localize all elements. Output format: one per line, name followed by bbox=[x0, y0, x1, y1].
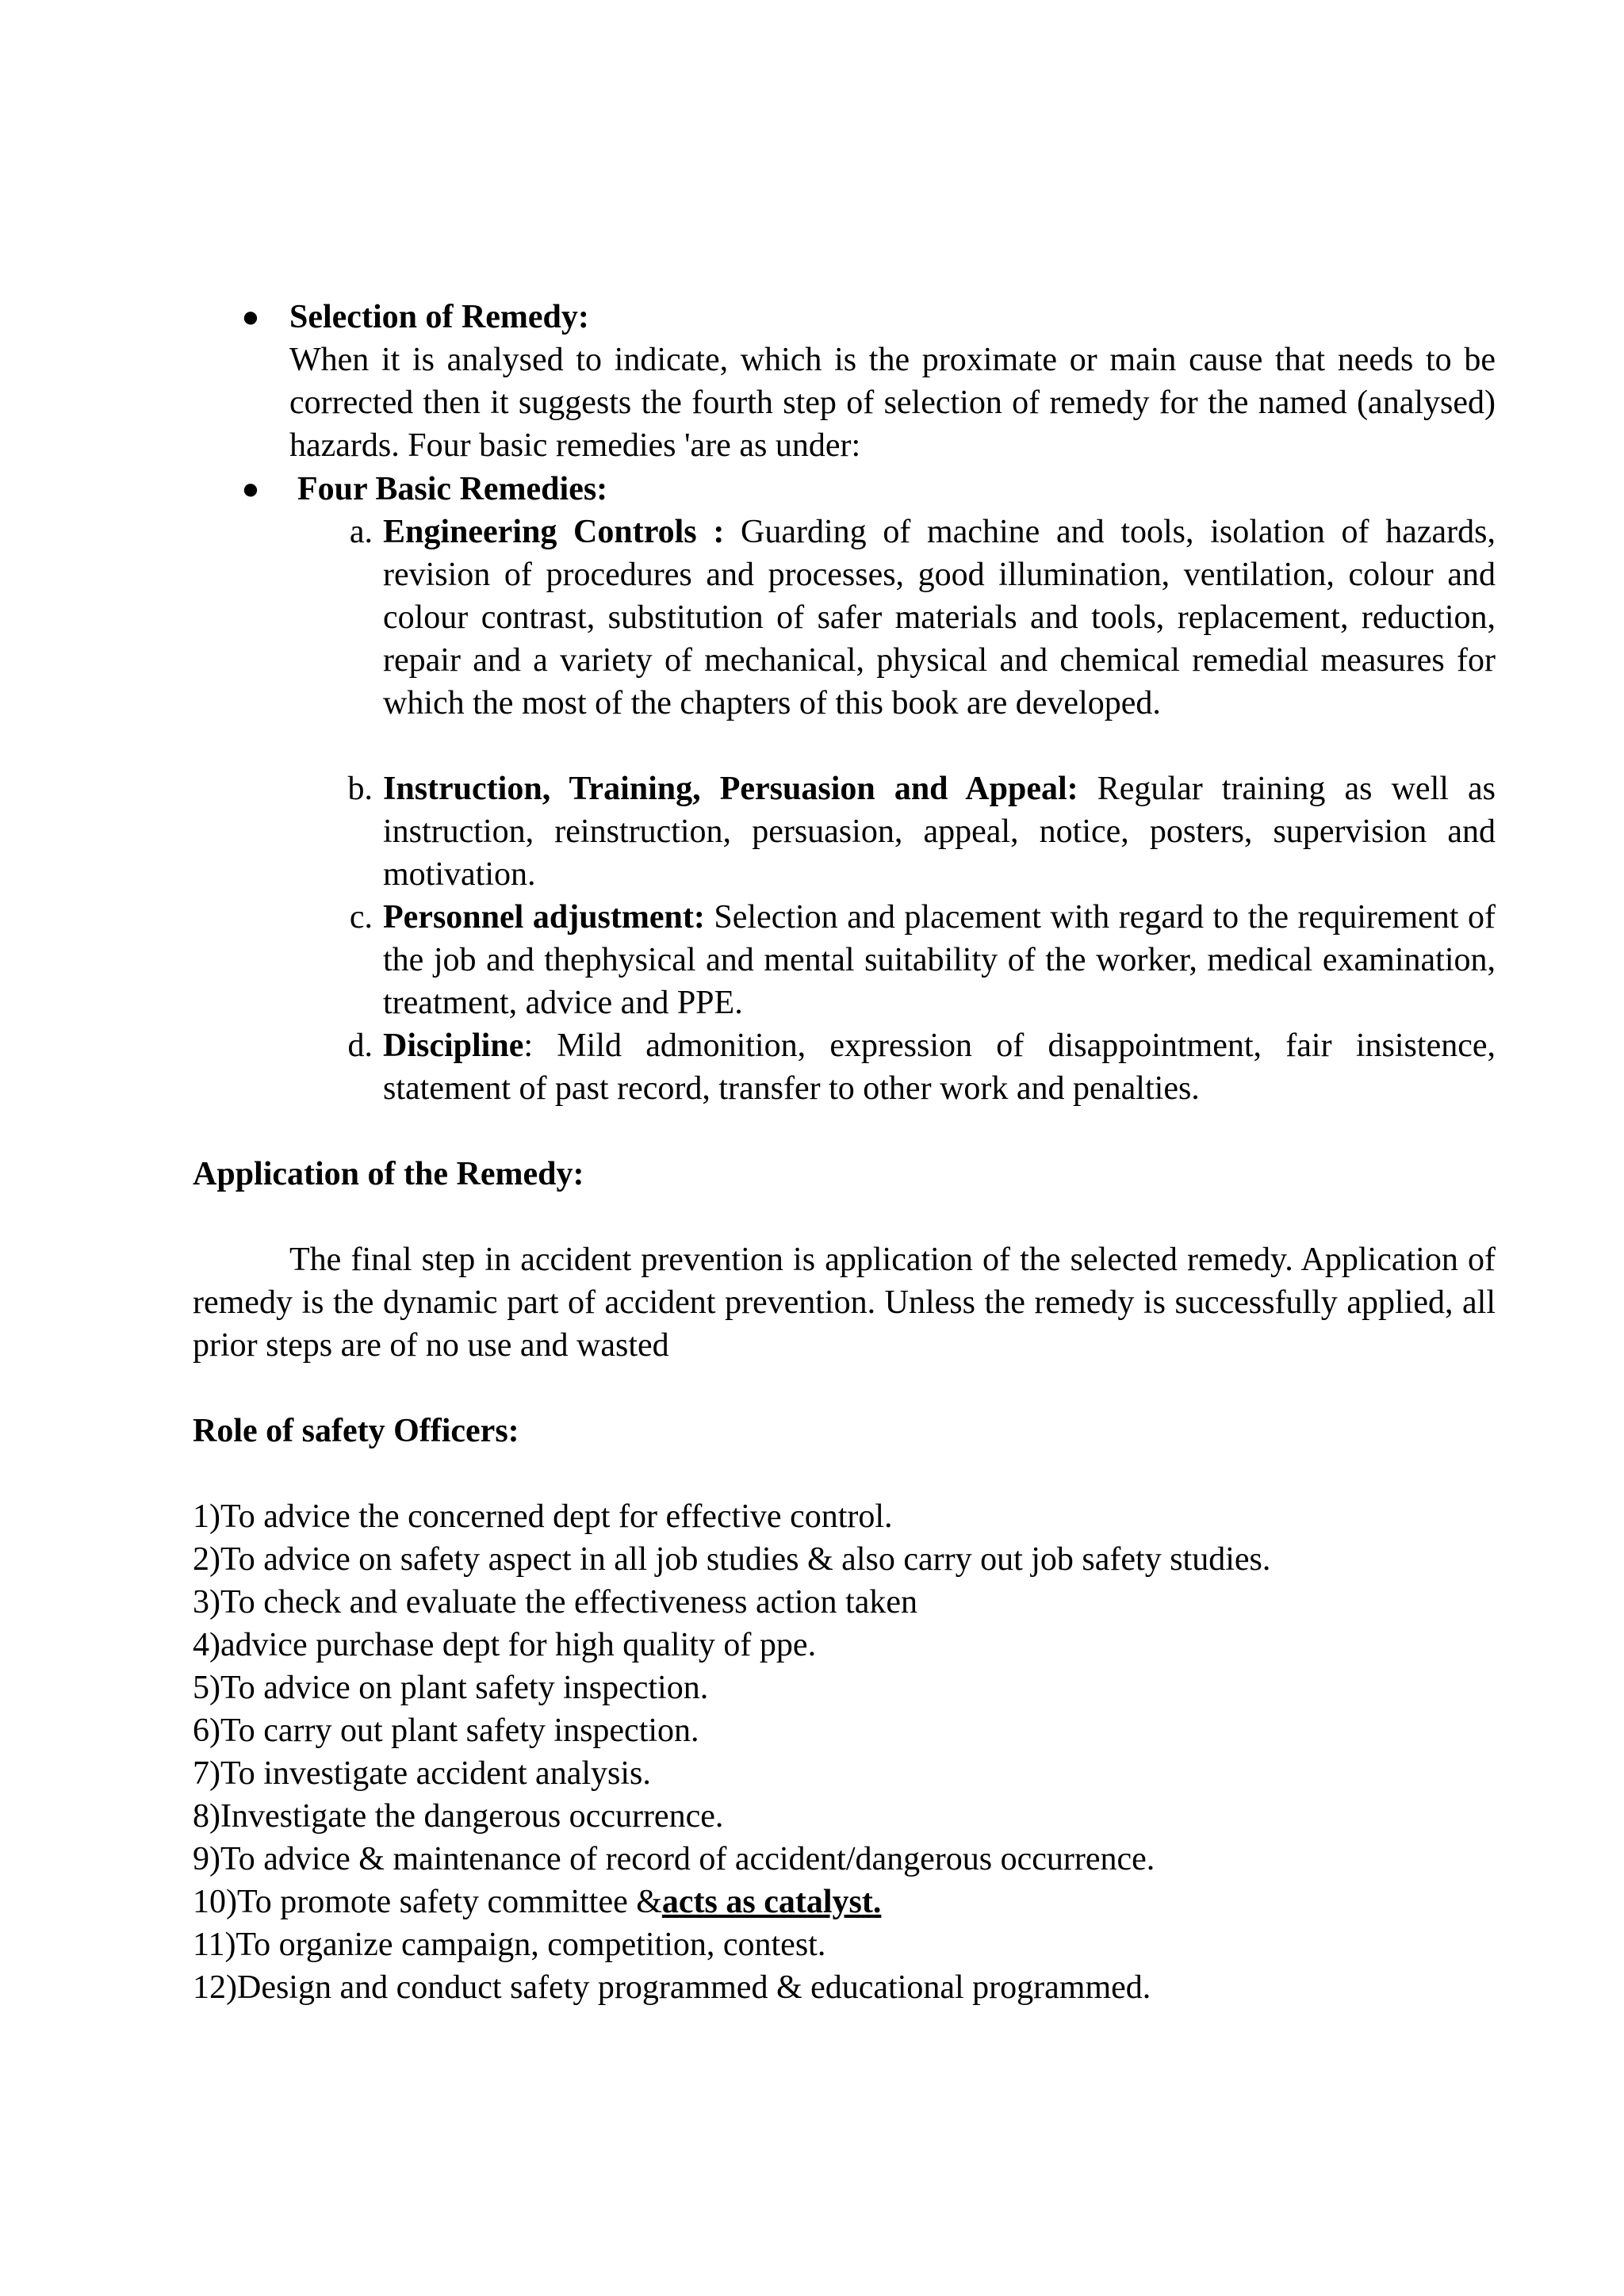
remedy-item-personnel bbox=[383, 896, 1496, 1024]
item-marker: a. bbox=[349, 514, 373, 550]
role-list-item: 2)To advice on safety aspect in all job studies & also carry out job safety studies. bbox=[193, 1541, 1271, 1578]
item-marker: c. bbox=[349, 899, 373, 936]
application-body: The final step in accident prevention is application of the selected remedy. Application of remedy is the dynamic part of accident prevention. Unless the remedy is successfully applied, all prior steps are of no use and wasted bbox=[193, 1242, 1496, 1364]
role-list-item bbox=[193, 1881, 881, 1923]
item-marker: b. bbox=[347, 771, 373, 807]
role-list-item: 4)advice purchase dept for high quality of ppe. bbox=[193, 1627, 817, 1663]
role-list-item: 6)To carry out plant safety inspection. bbox=[193, 1712, 699, 1749]
role-list-item: 7)To investigate accident analysis. bbox=[193, 1755, 651, 1792]
remedy-title: Personnel adjustment: bbox=[383, 899, 705, 936]
bullet-icon: ● bbox=[241, 300, 260, 334]
bullet-icon: ● bbox=[241, 473, 260, 506]
remedy-title: Discipline bbox=[383, 1027, 524, 1064]
role-list-item: 9)To advice & maintenance of record of accident/dangerous occurrence. bbox=[193, 1841, 1155, 1877]
remedy-title: Instruction, Training, Persuasion and Appeal: bbox=[383, 771, 1078, 807]
role-list-item: 5)To advice on plant safety inspection. bbox=[193, 1670, 709, 1706]
remedy-item-instruction bbox=[383, 767, 1496, 896]
remedy-title: Engineering Controls : bbox=[383, 514, 725, 550]
role-list-item: 3)To check and evaluate the effectiveness action taken bbox=[193, 1584, 918, 1621]
role-list-item: 8)Investigate the dangerous occurrence. bbox=[193, 1798, 724, 1835]
selection-body: When it is analysed to indicate, which is the proximate or main cause that needs to be corrected then it suggests the fourth step of selection of remedy for the named (analysed) hazards. Four basic remedies 'are as under: bbox=[289, 342, 1496, 464]
role-item-10-prefix: 10)To promote safety committee & bbox=[193, 1884, 662, 1920]
remedy-item-engineering bbox=[383, 511, 1496, 725]
role-list-item: 11)To organize campaign, competition, contest. bbox=[193, 1927, 826, 1963]
role-heading: Role of safety Officers: bbox=[193, 1413, 519, 1449]
remedy-body: Guarding of machine and tools, isolation of hazards, revision of procedures and processes, good illumination, ventilation, colour and colour contrast, substitution of safer materials and tools, replacement, reduction, repair and a variety of mechanical, physical and chemical remedial measures for which the most of the chapters of this book are developed. bbox=[383, 514, 1496, 721]
four-basic-remedies-heading: Four Basic Remedies: bbox=[297, 471, 608, 507]
selection-of-remedy-section bbox=[289, 296, 1496, 467]
remedy-body: Regular training as well as instruction, reinstruction, persuasion, appeal, notice, posters, supervision and motivation. bbox=[383, 771, 1496, 893]
remedy-body: Selection and placement with regard to the requirement of the job and thephysical and mental suitability of the worker, medical examination, treatment, advice and PPE. bbox=[383, 899, 1496, 1021]
remedy-body: : Mild admonition, expression of disappointment, fair insistence, statement of past record, transfer to other work and penalties. bbox=[383, 1027, 1496, 1107]
role-list-item: 1)To advice the concerned dept for effective control. bbox=[193, 1498, 893, 1535]
selection-heading: Selection of Remedy: bbox=[289, 299, 589, 335]
remedy-item-discipline bbox=[383, 1024, 1496, 1110]
application-heading: Application of the Remedy: bbox=[193, 1156, 584, 1192]
role-item-10-emphasis: acts as catalyst. bbox=[661, 1884, 882, 1920]
role-list-item: 12)Design and conduct safety programmed & educational programmed. bbox=[193, 1969, 1151, 2006]
item-marker: d. bbox=[347, 1027, 373, 1064]
